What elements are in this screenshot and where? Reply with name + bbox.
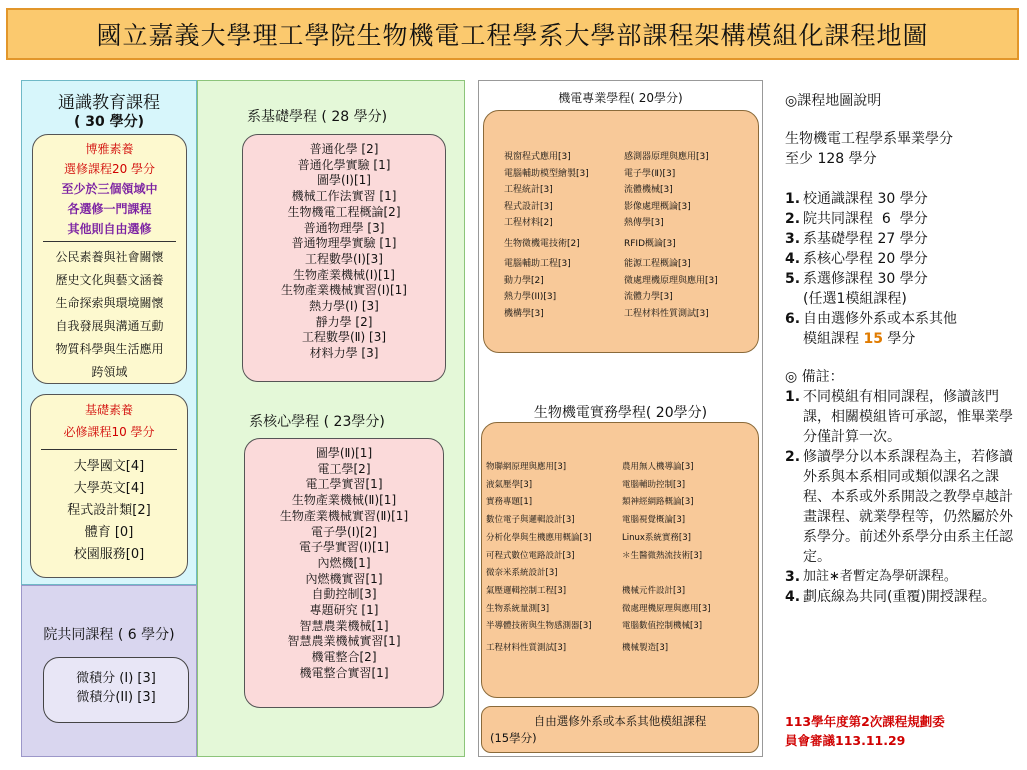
module2-course: 電腦視覺概論[3]	[622, 515, 686, 526]
college-course-item: 微積分 (I) [3]	[76, 671, 156, 686]
elective-rule-3: 其他則自由選修	[67, 222, 152, 236]
credit-item-text: 模組課程	[803, 331, 859, 347]
remark-item	[785, 387, 1021, 447]
module2-course: 農用無人機導論[3]	[622, 462, 694, 472]
credit-item	[785, 209, 1021, 229]
module1-course: 電腦輔助模型繪製[3]	[504, 168, 589, 179]
credit-item	[785, 249, 1021, 269]
credit-item-number: 2.	[785, 211, 801, 227]
module1-course-row	[504, 149, 758, 166]
foundation-heading: 系基礎學程 ( 28 學分)	[246, 109, 388, 125]
credit-item-text: 系核心學程 20 學分	[803, 251, 928, 267]
foundation-course-item: 工程數學(Ⅱ) [3]	[301, 330, 387, 345]
module2-course: 機械元件設計[3]	[622, 585, 686, 596]
core-course-item: 智慧農業機械實習[1]	[287, 634, 401, 649]
foundation-course-item: 普通化學 [2]	[309, 142, 379, 156]
credit-item	[785, 309, 1021, 349]
general-area-item: 物質科學與生活應用	[55, 342, 164, 356]
module1-course-box	[483, 110, 759, 353]
foundation-course-item: 材料力學 [3]	[309, 346, 379, 361]
general-area-item: 歷史文化與藝文涵養	[55, 273, 164, 287]
module1-course: 生物微機電技術[2]	[504, 238, 580, 249]
module1-course: 工程材料性質測試[3]	[624, 308, 709, 319]
module2-course-box	[481, 422, 759, 698]
core-course-item: 自動控制[3]	[311, 587, 377, 602]
divider	[41, 449, 177, 450]
credit-item-text: 自由選修外系或本系其他	[803, 311, 957, 327]
basic-course-item: 體育 [0]	[84, 525, 134, 540]
credit-item-number: 1.	[785, 191, 801, 207]
foundation-course-item: 機械工作法實習 [1]	[291, 189, 397, 204]
module1-course: 流體力學[3]	[624, 292, 673, 302]
credit-item-text: 校通識課程 30 學分	[803, 191, 928, 207]
module1-course: 程式設計[3]	[504, 201, 553, 212]
core-course-item: 專題研究 [1]	[309, 603, 379, 618]
module1-course: 工程統計[3]	[504, 185, 553, 195]
free-elective-credits: (15學分)	[490, 731, 537, 745]
module2-course: Linux系統實務[3]	[622, 532, 691, 543]
basic-literacy-credits: 必修課程10 學分	[63, 425, 155, 439]
credit-item	[785, 229, 1021, 249]
module2-course-row	[486, 459, 758, 477]
remark-number: 4.	[785, 589, 801, 605]
graduation-summary-2: 至少 128 學分	[785, 151, 877, 167]
module1-course-row	[504, 182, 758, 199]
foundation-course-item: 靜力學 [2]	[315, 314, 373, 329]
core-course-item: 電子學實習(Ⅰ)[1]	[299, 540, 389, 555]
foundation-course-item: 圖學(Ⅰ)[1]	[317, 173, 371, 188]
foundation-course-item: 熱力學(Ⅰ) [3]	[309, 299, 379, 314]
module1-course-row	[504, 236, 758, 253]
module2-course-row	[486, 548, 758, 566]
module2-course: 實務專題[1]	[486, 497, 533, 508]
module1-course: 感測器原理與應用[3]	[624, 152, 709, 162]
credit-item-text: 院共同課程 6 學分	[803, 211, 928, 227]
module1-course: 動力學[2]	[504, 275, 544, 286]
remark-text: 劃底線為共同(重覆)開授課程。	[803, 589, 996, 605]
credit-item	[785, 269, 1021, 289]
general-area-item: 生命探索與環境關懷	[55, 296, 164, 310]
module1-course: 機構學[3]	[504, 308, 544, 319]
module2-course-row	[486, 601, 758, 619]
module2-course: ＊生醫微熱流技術[3]	[622, 550, 703, 561]
liberal-arts-credits: 選修課程20 學分	[63, 162, 156, 176]
core-course-item: 電子學(Ⅰ)[2]	[311, 524, 377, 539]
core-course-item: 機電整合[2]	[311, 650, 377, 665]
module1-course: 視窗程式應用[3]	[504, 152, 571, 162]
module2-course: 工程材料性質測試[3]	[486, 643, 567, 654]
core-course-item: 圖學(Ⅱ)[1]	[315, 446, 373, 460]
notes-panel	[785, 91, 1021, 607]
module1-course: 電子學(Ⅱ)[3]	[624, 168, 676, 179]
core-course-item: 生物產業機械實習(Ⅱ)[1]	[279, 508, 409, 523]
module2-course-row	[486, 583, 758, 601]
module1-course-row	[504, 166, 758, 183]
basic-course-item: 大學國文[4]	[73, 459, 145, 474]
general-area-item: 公民素養與社會關懷	[55, 250, 164, 264]
credit-item-suffix: 學分	[887, 331, 916, 347]
module2-course-row	[486, 530, 758, 548]
approval-line: 113學年度第2次課程規劃委	[785, 714, 945, 729]
module1-course-row	[504, 215, 758, 232]
module2-course: 氣壓邏輯控制工程[3]	[486, 585, 567, 596]
module1-course: 能源工程概論[3]	[624, 259, 691, 269]
foundation-course-item: 普通物理學實驗 [1]	[291, 236, 397, 251]
module2-course: 類神經網路概論[3]	[622, 497, 694, 508]
module2-course: 生物系統量測[3]	[486, 603, 550, 614]
foundation-course-item: 普通物理學 [3]	[303, 220, 385, 235]
remark-number: 1.	[785, 389, 801, 405]
credit-item	[785, 189, 1021, 209]
remark-item	[785, 567, 1021, 587]
basic-course-item: 程式設計類[2]	[67, 503, 151, 518]
module2-course: 電腦輔助控制[3]	[622, 479, 686, 490]
module1-course: 微處理機原理與應用[3]	[624, 275, 718, 286]
general-area-item: 跨領域	[91, 365, 128, 379]
basic-literacy-title: 基礎素養	[84, 403, 133, 417]
approval-note	[785, 712, 1021, 750]
core-course-item: 生物產業機械(Ⅱ)[1]	[291, 493, 397, 508]
college-course-item: 微積分(II) [3]	[76, 690, 156, 705]
module2-course: 微奈米系統設計[3]	[486, 568, 558, 579]
core-course-item: 電工學實習[1]	[305, 477, 383, 492]
free-elective-box	[481, 706, 759, 753]
module2-heading: 生物機電實務學程( 20學分)	[533, 405, 708, 421]
foundation-course-item: 生物機電工程概論[2]	[287, 204, 401, 219]
credit-item-number: 3.	[785, 231, 801, 247]
module2-course-row	[486, 477, 758, 495]
general-education-heading: 通識教育課程	[58, 93, 160, 113]
notes-heading: ◎課程地圖說明	[785, 93, 882, 109]
module2-course: 電腦數值控制機械[3]	[622, 621, 703, 632]
module1-course: 熱傳學[3]	[624, 218, 664, 228]
credit-item-number: 4.	[785, 251, 801, 267]
remark-text: 修讀學分以本系課程為主，若修讀外系與本系相同或類似課名之課程、本系或外系開設之教學卓越計畫課程、就業學程等，仍然屬於外系學分。前述外系學分由系主任認定。	[803, 449, 1013, 565]
module1-course-row	[504, 273, 758, 290]
elective-rule-1: 至少於三個領域中	[61, 182, 158, 196]
module1-course: 工程材料[2]	[504, 218, 553, 228]
core-course-item: 機電整合實習[1]	[299, 665, 389, 680]
basic-literacy-box	[30, 394, 188, 578]
remark-text: 不同模組有相同課程，修讀該門課，相關模組皆可承認，惟畢業學分僅計算一次。	[803, 389, 1013, 445]
core-course-item: 內燃機[1]	[317, 555, 371, 570]
core-course-box	[244, 438, 444, 708]
basic-course-item: 大學英文[4]	[73, 481, 145, 496]
module2-course-row	[486, 618, 758, 636]
general-area-item: 自我發展與溝通互動	[55, 319, 164, 333]
remark-item	[785, 587, 1021, 607]
foundation-course-item: 工程數學(Ⅰ)[3]	[305, 251, 383, 266]
module1-course-row	[504, 256, 758, 273]
module2-course: 數位電子與邏輯設計[3]	[486, 515, 575, 526]
divider	[43, 241, 176, 242]
module2-course: 半導體技術與生物感測器[3]	[486, 621, 592, 632]
core-course-item: 智慧農業機械[1]	[299, 618, 389, 633]
remark-number: 3.	[785, 569, 801, 585]
page-title: 國立嘉義大學理工學院生物機電工程學系大學部課程架構模組化課程地圖	[6, 8, 1019, 60]
free-credit-highlight: 15	[863, 331, 883, 347]
foundation-course-box	[242, 134, 446, 382]
remarks-heading: ◎ 備註：	[785, 369, 844, 385]
module1-course-row	[504, 199, 758, 216]
credit-item-text: 系基礎學程 27 學分	[803, 231, 928, 247]
basic-course-item: 校園服務[0]	[73, 547, 145, 562]
core-course-item: 電工學[2]	[317, 461, 371, 476]
module1-course: 影像處理概論[3]	[624, 201, 691, 212]
module1-course: 流體機械[3]	[624, 185, 673, 195]
approval-line: 員會審議113.11.29	[785, 733, 906, 748]
module1-course: RFID概論[3]	[624, 238, 676, 249]
foundation-course-item: 生物產業機械實習(Ⅰ)[1]	[281, 283, 407, 298]
college-course-box	[43, 657, 189, 723]
module2-course: 分析化學與生機應用概論[3]	[486, 532, 592, 543]
college-common-heading: 院共同課程 ( 6 學分)	[43, 627, 175, 643]
module2-course: 微處理機原理與應用[3]	[622, 603, 711, 614]
remark-number: 2.	[785, 449, 801, 465]
free-elective-label: 自由選修外系或本系其他模組課程	[533, 714, 707, 728]
general-education-credits: ( 30 學分)	[73, 114, 145, 130]
remark-text: 加註∗者暫定為學研課程。	[803, 569, 957, 584]
module2-course: 機械製造[3]	[622, 643, 669, 654]
module1-course-row	[504, 306, 758, 323]
module2-course: 可程式數位電路設計[3]	[486, 550, 575, 561]
core-course-item: 內燃機實習[1]	[305, 571, 383, 586]
graduation-summary-1: 生物機電工程學系畢業學分	[785, 131, 953, 147]
foundation-course-item: 生物產業機械(Ⅰ)[1]	[293, 267, 395, 282]
module1-course-row	[504, 289, 758, 306]
module1-heading: 機電專業學程( 20學分)	[558, 91, 683, 105]
module2-course-row	[486, 494, 758, 512]
module2-course: 物聯網原理與應用[3]	[486, 462, 567, 472]
module2-course-row	[486, 640, 758, 658]
credit-item-text: 系選修課程 30 學分	[803, 271, 928, 287]
core-heading: 系核心學程 ( 23學分)	[249, 414, 385, 430]
remark-item	[785, 447, 1021, 567]
liberal-arts-box	[32, 134, 187, 384]
credit-item-subnote: (任選1模組課程)	[803, 291, 907, 307]
liberal-arts-title: 博雅素養	[85, 142, 134, 156]
module2-course: 液氣壓學[3]	[486, 479, 533, 490]
foundation-course-item: 普通化學實驗 [1]	[297, 157, 391, 172]
module1-course: 電腦輔助工程[3]	[504, 259, 571, 269]
elective-rule-2: 各選修一門課程	[67, 202, 152, 216]
module2-course-row	[486, 565, 758, 583]
credit-item-number: 6.	[785, 311, 801, 327]
credit-item-number: 5.	[785, 271, 801, 287]
module1-course: 熱力學(II)[3]	[504, 292, 557, 302]
module2-course-row	[486, 512, 758, 530]
